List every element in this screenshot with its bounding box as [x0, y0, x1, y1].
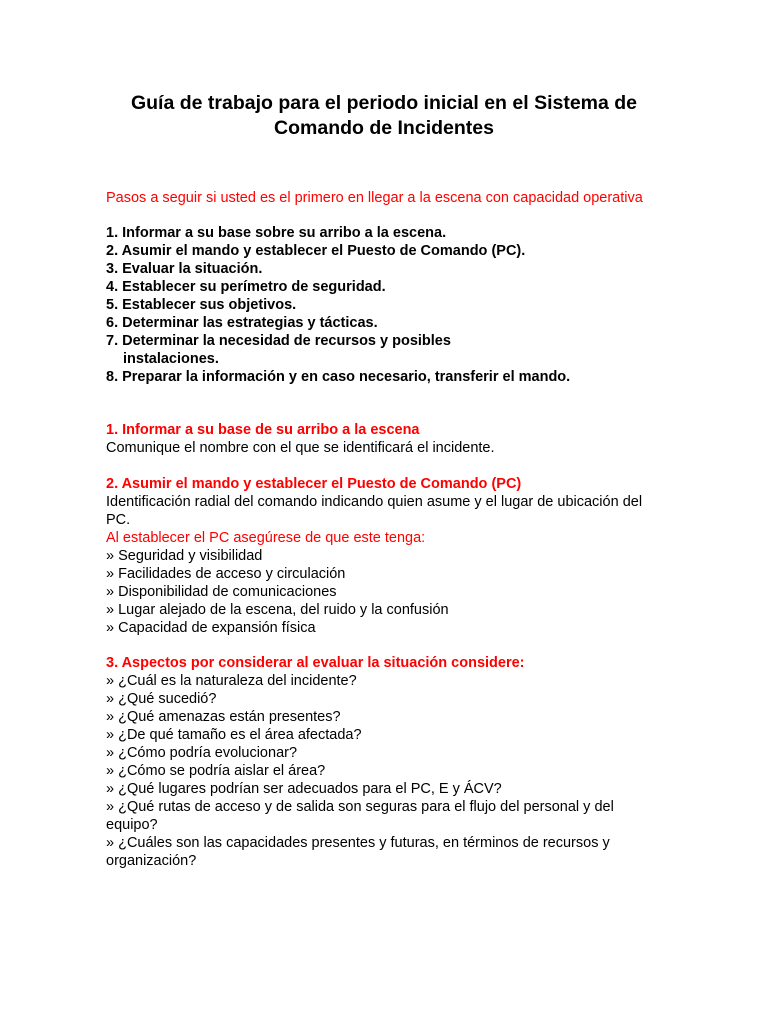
step-item: 3. Evaluar la situación. [106, 261, 263, 277]
list-item: » ¿Qué sucedió? [106, 691, 217, 707]
list-item: » Facilidades de acceso y circulación [106, 566, 346, 582]
step-item: 6. Determinar las estrategias y tácticas. [106, 315, 378, 331]
step-item: 8. Preparar la información y en caso necesario, transferir el mando. [106, 369, 571, 385]
list-item: » ¿Qué amenazas están presentes? [106, 709, 341, 725]
step-item-continuation: instalaciones. [123, 351, 219, 367]
list-item: » ¿Cuál es la naturaleza del incidente? [106, 673, 357, 689]
step-item: 4. Establecer su perímetro de seguridad. [106, 279, 386, 295]
list-item: » ¿De qué tamaño es el área afectada? [106, 727, 362, 743]
step-item: 7. Determinar la necesidad de recursos y posibles [106, 333, 451, 349]
section-informar-base [106, 421, 662, 457]
section-paragraph: Comunique el nombre con el que se identificará el incidente. [106, 440, 495, 456]
section-heading: 1. Informar a su base de su arribo a la escena [106, 422, 420, 438]
section-heading: 3. Aspectos por considerar al evaluar la situación considere: [106, 655, 525, 671]
title-line-1: Guía de trabajo para el periodo inicial en el Sistema de [130, 92, 638, 114]
title-line-2: Comando de Incidentes [274, 117, 494, 139]
document-title [106, 0, 662, 141]
list-item: » ¿Cuáles son las capacidades presentes y futuras, en términos de recursos y organización? [106, 835, 610, 869]
section-heading: 2. Asumir el mando y establecer el Puesto de Comando (PC) [106, 476, 522, 492]
section-asumir-mando [106, 475, 662, 637]
list-item: » Capacidad de expansión física [106, 620, 316, 636]
list-item: » ¿Qué rutas de acceso y de salida son seguras para el flujo del personal y del equipo? [106, 799, 614, 833]
list-item: » ¿Qué lugares podrían ser adecuados para el PC, E y ÁCV? [106, 781, 502, 797]
steps-list [106, 224, 662, 386]
bullet-list [106, 547, 662, 637]
list-item: » ¿Cómo se podría aislar el área? [106, 763, 326, 779]
section-paragraph: Identificación radial del comando indicando quien asume y el lugar de ubicación del PC. [106, 494, 643, 528]
section-evaluar-situacion [106, 654, 662, 870]
list-item: » Seguridad y visibilidad [106, 548, 263, 564]
step-item: 1. Informar a su base sobre su arribo a la escena. [106, 225, 447, 241]
step-item: 2. Asumir el mando y establecer el Puesto de Comando (PC). [106, 243, 526, 259]
section-subheading: Al establecer el PC asegúrese de que este tenga: [106, 530, 426, 546]
list-item: » Lugar alejado de la escena, del ruido y la confusión [106, 602, 449, 618]
list-item: » ¿Cómo podría evolucionar? [106, 745, 298, 761]
bullet-list [106, 672, 662, 870]
step-item: 5. Establecer sus objetivos. [106, 297, 297, 313]
list-item: » Disponibilidad de comunicaciones [106, 584, 337, 600]
intro-text: Pasos a seguir si usted es el primero en llegar a la escena con capacidad operativa [106, 190, 643, 206]
